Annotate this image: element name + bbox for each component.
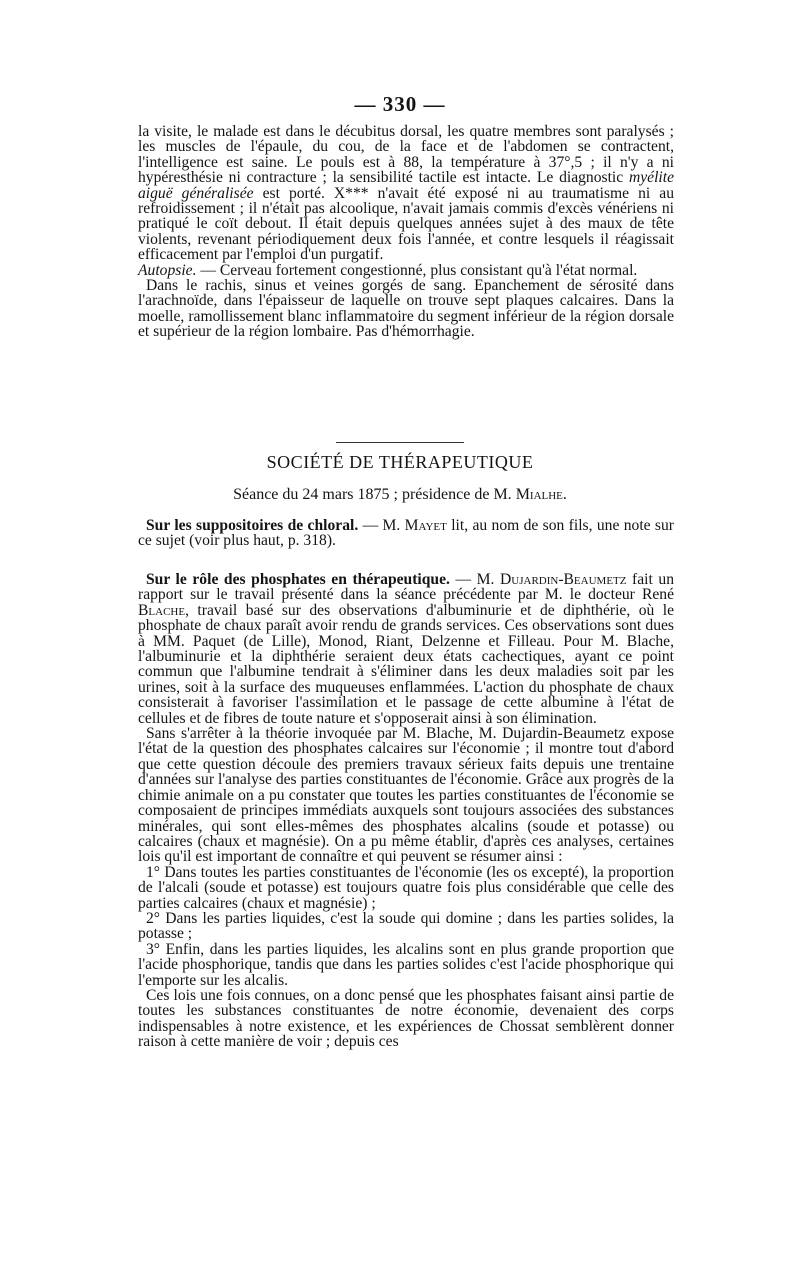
item-suppositoires: [138, 518, 674, 549]
item2-text-end: , travail basé sur des observations d'albuminurie et de diphthérie, où le phosphate de chaux paraît avoir rendu de grands services. Ces observations sont dues à MM. Paquet (de Lille), Monod, Riant, Delzenne et Filleau. Pour M. Blache, l'albuminurie et la diphthérie seraient deux états cachectiques, ayant ce point commun que l'albumine tendrait à s'éliminer dans les deux maladies soit par les urines, soit à la surface des muqueuses enflammées. L'action du phosphate de chaux consisterait à favoriser l'assimilation et le passage de cette albumine à l'état de cellules et de fibres de toute nature et s'opposerait ainsi à son élimination.: [138, 601, 674, 727]
item2-paragraph: [138, 572, 674, 726]
item1-title: Sur les suppositoires de chloral.: [146, 517, 359, 534]
item2-text-continued: fait un rapport sur le travail présenté dans la séance précédente par M. le docteur René: [138, 571, 675, 604]
session-line: [0, 486, 800, 504]
author-name: Blache: [138, 601, 186, 619]
law-1: 1° Dans toutes les parties constituantes de l'économie (les os excepté), la proportion de l'alcali (soude et potasse) est toujours quatre fois plus considérable que celle des parties calcaires (chaux et magnésie) ;: [138, 863, 674, 912]
theory-paragraph: Sans s'arrêter à la théorie invoquée par M. Blache, M. Dujardin-Beaumetz expose l'état de la question des phosphates calcaires sur l'économie ; il montre tout d'abord que cette question découle des premiers travaux sérieux faits depuis une trentaine d'années sur l'analyse des parties constituantes de l'économie. Grâce aux progrès de la chimie animale on a pu constater que toutes les parties constituantes de l'économie se composaient de principes immédiats auxquels sont toujours associées des substances minérales, qui sont elles-mêmes des phosphates alcalins (soude et potasse) ou calcaires (chaux et magnésie). On a pu même établir, d'après ces analyses, certaines lois qu'il est important de connaître et qui peuvent se résumer ainsi :: [138, 725, 674, 866]
item2-title: Sur le rôle des phosphates en thérapeutique.: [146, 571, 450, 588]
session-date: Séance du 24 mars 1875 ; présidence de M.: [233, 486, 516, 503]
conclusion-paragraph: Ces lois une fois connues, on a donc pensé que les phosphates faisant ainsi partie de toutes les substances constituantes de notre économie, devenaient des corps indispensables à notre existence, et les expériences de Chossat semblèrent donner raison à cette manière de voir ; depuis ces: [138, 986, 674, 1051]
law-3: 3° Enfin, dans les parties liquides, les alcalins sont en plus grande proportion que l'acide phosphorique, tandis que dans les parties solides c'est l'acide phosphorique qui l'emporte sur les alcalis.: [138, 940, 674, 989]
findings-paragraph: Dans le rachis, sinus et veines gorgés de sang. Epanchement de sérosité dans l'arachnoïde, dans l'épaisseur de laquelle on trouve sept plaques calcaires. Dans la moelle, ramollissement blanc inflammatoire du segment inférieur de la région dorsale et supérieur de la région lombaire. Pas d'hémorrhagie.: [138, 277, 674, 341]
section-heading: SOCIÉTÉ DE THÉRAPEUTIQUE: [266, 452, 534, 472]
page-number: — 330 —: [354, 92, 446, 116]
autopsy-paragraph: [138, 263, 674, 278]
case-text-continued: est porté. X*** n'avait été exposé ni au traumatisme ni au refroidissement ; il n'était pas alcoolique, n'avait jamais commis d'excès vénériens ni pratiqué le coït debout. Il était depuis quelques années sujet à des maux de tête violents, revenant périodiquement deux fois l'année, et contre lesquels il réagissait efficacement par l'emploi d'un purgatif.: [138, 184, 674, 264]
item-phosphates: [138, 572, 674, 1050]
item1-paragraph: [138, 518, 674, 549]
reporter-name: Dujardin-Beaumetz: [500, 571, 627, 588]
case-paragraph: [138, 124, 674, 263]
case-text: la visite, le malade est dans le décubitus dorsal, les quatre membres sont paralysés ; les muscles de l'épaule, du cou, de la face et de l'abdomen se contractent, l'intelligence est saine. Le pouls est à 88, la température à 37°,5 ; il n'y a ni hypéresthésie ni contracture ; la sensibilité tactile est intacte. Le diagnostic: [138, 123, 674, 187]
president-name: Mialhe.: [515, 486, 567, 503]
law-2: 2° Dans les parties liquides, c'est la soude qui domine ; dans les parties solides, la potasse ;: [138, 909, 674, 943]
section-divider: [336, 442, 464, 443]
autopsy-text: — Cerveau fortement congestionné, plus consistant qu'à l'état normal.: [196, 261, 638, 279]
diagnosis-text: myélite aiguë généralisée: [138, 169, 674, 202]
item1-text: — M.: [358, 517, 405, 534]
item1-text-continued: lit, au nom de son fils, une note sur ce sujet (voir plus haut, p. 318).: [138, 517, 674, 550]
item2-text: — M.: [449, 571, 501, 588]
case-report: [138, 124, 674, 340]
autopsy-label: Autopsie.: [138, 261, 197, 279]
speaker-name: Mayet: [404, 517, 447, 534]
